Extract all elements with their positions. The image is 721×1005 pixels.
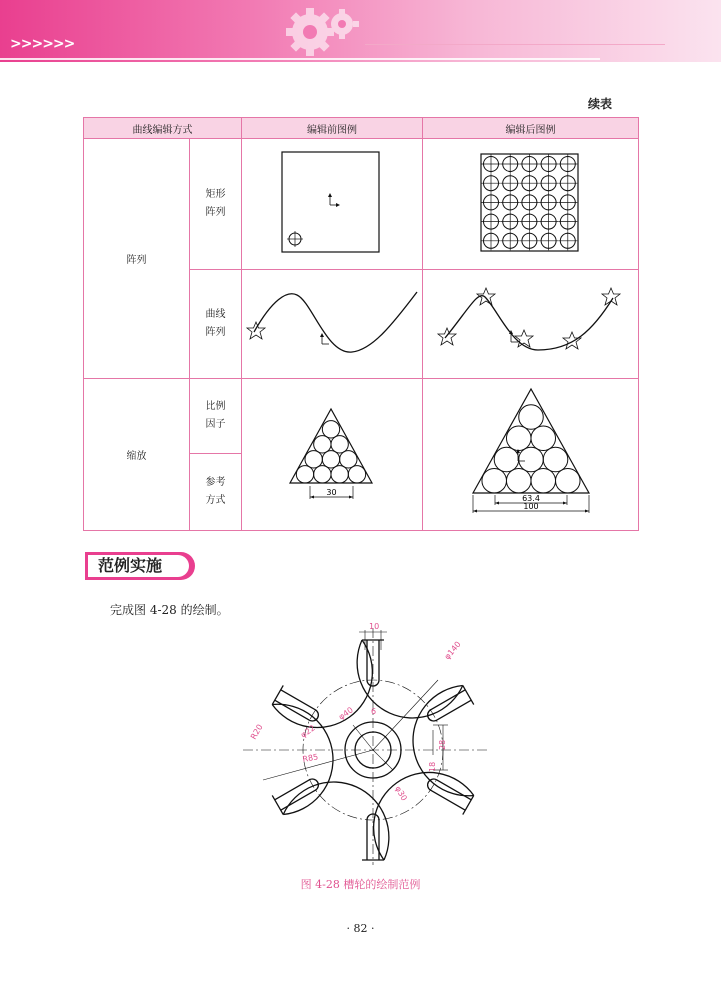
dim-r20: R20	[248, 722, 265, 741]
packed-circle	[519, 405, 544, 430]
packed-circle	[305, 451, 322, 468]
dim-before-width: 30	[326, 488, 337, 497]
sub-rect-array-label: 矩形 阵列	[205, 189, 226, 218]
gear-logo	[270, 2, 370, 62]
header-rule	[365, 44, 665, 45]
dim-28: 28	[438, 739, 447, 750]
intro-text: 完成图 4-28 的绘制。	[110, 603, 229, 617]
curve-before-cell	[242, 270, 423, 379]
col-header-before: 编辑前图例	[242, 118, 423, 139]
star-icon	[247, 322, 265, 339]
dim-10: 10	[369, 622, 380, 631]
sub-rect-array	[190, 139, 242, 270]
star-icon	[563, 332, 581, 349]
sub-scale-factor-label: 比例 因子	[205, 400, 226, 430]
sub-reference	[190, 453, 242, 530]
scale-before-cell	[242, 379, 423, 531]
rect-after-cell	[423, 139, 639, 270]
star-icon	[477, 288, 495, 305]
dim-after-outer: 100	[523, 502, 539, 511]
sub-reference-label: 参考 方式	[205, 476, 226, 506]
scale-before-figure	[242, 379, 423, 527]
sub-curve-array	[190, 270, 242, 379]
curve-array-after	[423, 270, 639, 375]
scale-after-figure	[423, 379, 639, 527]
page-number: · 82 ·	[346, 922, 375, 935]
curve-after-cell	[423, 270, 639, 379]
dim-phi30: φ30	[393, 784, 409, 803]
col-header-method: 曲线编辑方式	[84, 118, 242, 139]
array-scale-table	[83, 117, 639, 531]
group-scale: 缩放	[84, 379, 190, 531]
sheave-wheel-drawing	[233, 620, 493, 870]
scale-after-cell	[423, 379, 639, 531]
packed-circle	[314, 466, 331, 483]
packed-circle	[331, 466, 348, 483]
packed-circle	[543, 447, 568, 472]
packed-circle	[331, 436, 348, 453]
packed-circle	[482, 468, 507, 493]
dim-after-inner: 63.4	[522, 494, 540, 503]
dim-phi22: φ22	[298, 723, 317, 740]
packed-circle	[506, 468, 531, 493]
header-chevrons: >>>>>>	[10, 36, 75, 52]
packed-circle	[322, 421, 339, 438]
packed-circle	[340, 451, 357, 468]
star-icon	[515, 330, 533, 347]
packed-circle	[314, 436, 331, 453]
packed-circle	[556, 468, 581, 493]
page-header	[0, 0, 721, 62]
dim-phi40: φ40	[336, 705, 355, 722]
packed-circle	[296, 466, 313, 483]
rect-array-after	[423, 139, 639, 266]
packed-circle	[348, 466, 365, 483]
packed-circle	[531, 426, 556, 451]
continued-label: 续表	[588, 97, 613, 111]
rect-array-before	[242, 139, 423, 266]
dim-18: 18	[428, 761, 437, 772]
dim-6: 6	[371, 707, 377, 716]
col-header-after: 编辑后图例	[423, 118, 639, 139]
header-rule-bottom	[0, 58, 600, 60]
figure-caption: 图 4-28 槽轮的绘制范例	[300, 878, 421, 891]
sub-curve-array-label: 曲线 阵列	[205, 309, 226, 338]
section-title	[85, 552, 203, 580]
packed-circle	[494, 447, 519, 472]
dim-r85: R85	[301, 752, 319, 764]
packed-circle	[506, 426, 531, 451]
dim-phi140: φ140	[442, 639, 463, 662]
packed-circle	[519, 447, 544, 472]
curve-array-before	[242, 270, 423, 375]
packed-circle	[322, 451, 339, 468]
group-array: 阵列	[84, 139, 190, 379]
star-icon	[602, 288, 620, 305]
sub-scale-factor	[190, 379, 242, 454]
rect-before-cell	[242, 139, 423, 270]
section-title-text: 范例实施	[88, 555, 189, 577]
packed-circle	[531, 468, 556, 493]
